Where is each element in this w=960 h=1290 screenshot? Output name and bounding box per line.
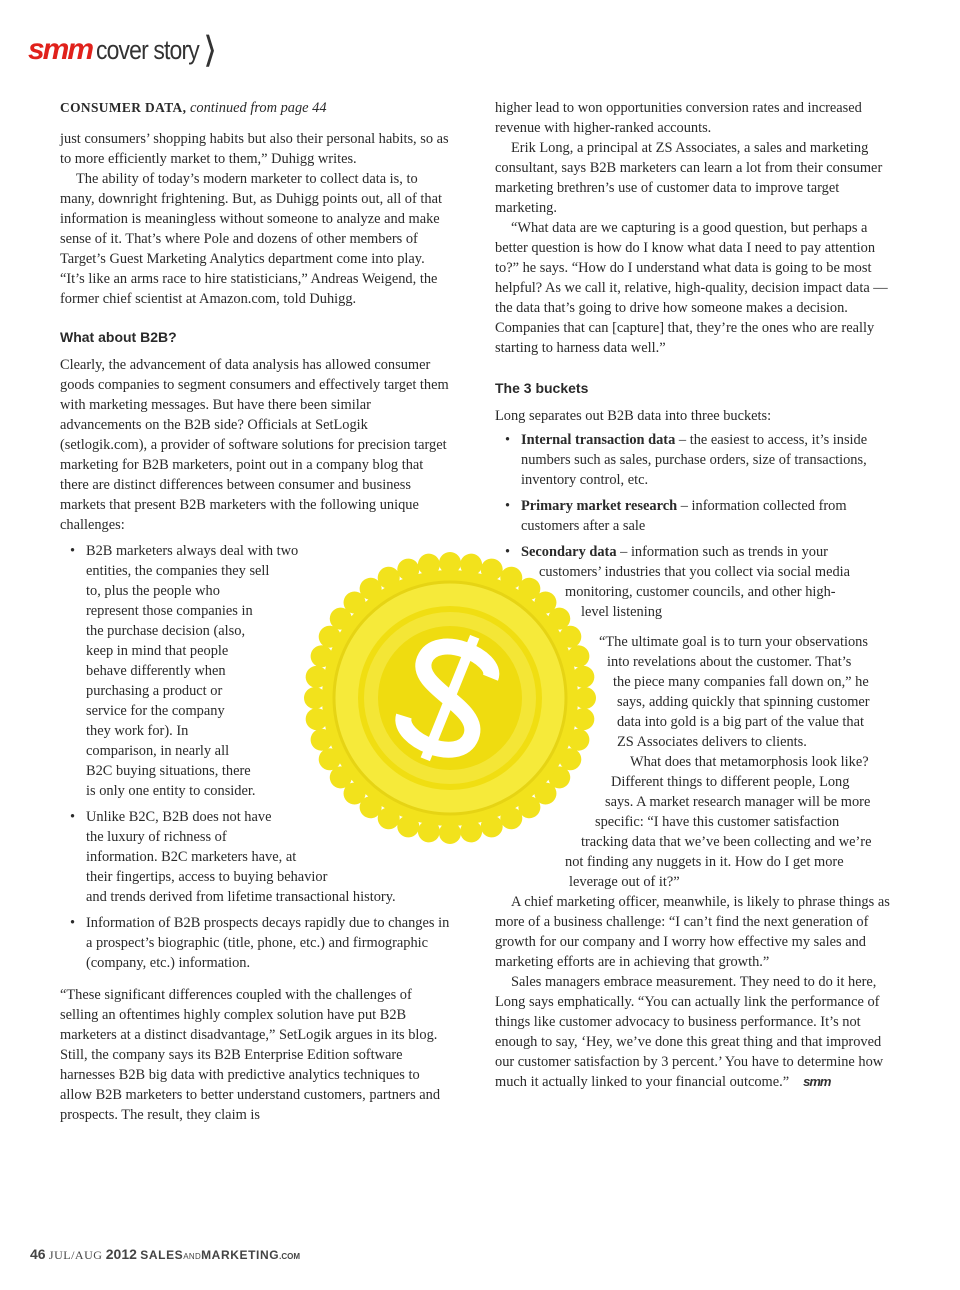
magazine-name-and: AND — [183, 1252, 202, 1261]
magazine-name-marketing: MARKETING — [201, 1248, 280, 1262]
text-line: data into gold is a big part of the value that — [617, 714, 864, 730]
text-line: tracking data that we’ve been collecting and we’re — [581, 834, 872, 850]
bucket-description: – information collected from customers after a sale — [521, 498, 847, 534]
bucket-name: Secondary data — [521, 544, 617, 560]
list-item — [495, 542, 901, 562]
text-line: purchasing a product or — [86, 683, 223, 699]
subheading: What about B2B? — [60, 329, 177, 345]
text-line: they work for). In — [86, 723, 189, 739]
text-line: B2C buying situations, there — [86, 763, 251, 779]
text-line: “The ultimate goal is to turn your observations — [599, 634, 868, 650]
paragraph: higher lead to won opportunities conversion rates and increased revenue with higher-ranked accounts. — [495, 100, 862, 136]
magazine-name-sales: SALES — [140, 1248, 184, 1262]
page-number: 46 — [30, 1246, 46, 1262]
text-line: What does that metamorphosis look like? — [630, 754, 869, 770]
continued-note: continued from page 44 — [189, 100, 327, 116]
text-line: comparison, in nearly all — [86, 743, 230, 759]
paragraph-text: Sales managers embrace measurement. They need to do it here, Long says emphatically. “You can actually link the performance of things like customer advocacy to business performance. It’s not enough to say, ‘Hey, we’ve done this great thing and that improved our customer satisfaction by 3 percent.’ You have to determine how much it actually linked to your financial outcome.” — [495, 974, 884, 1090]
text-line: customers’ industries that you collect via social media — [539, 564, 851, 580]
magazine-domain: .COM — [279, 1252, 301, 1261]
list-item — [495, 430, 901, 490]
bucket-description: – the easiest to access, it’s inside numbers such as sales, purchase orders, size of transactions, inventory control, etc. — [521, 432, 868, 488]
text-line: and trends derived from lifetime transactional history. — [86, 889, 396, 905]
paragraph: “These significant differences coupled with the challenges of selling an oftentimes highly complex solution have put B2B marketers at a distinct disadvantage,” SetLogik argues in its blog. Still, the company says its B2B Enterprise Edition software harnesses B2B big data with predictive analytics techniques to allow B2B marketers to better understand customers, partners and prospects. The result, they claim is — [60, 987, 441, 1123]
list-item — [495, 496, 901, 536]
text-line: service for the company — [86, 703, 225, 719]
paragraph: A chief marketing officer, meanwhile, is likely to phrase things as more of a business challenge: “I can’t find the next generation of growth for our company and I worry how effective my sales and marketing efforts are in achieving that growth.” — [495, 894, 890, 970]
list-item: • Information of B2B prospects decays rapidly due to changes in a prospect’s biographic (title, phone, etc.) and firmographic (company, etc.) information. — [60, 913, 452, 973]
bucket-name: Internal transaction data — [521, 432, 676, 448]
text-line: Different things to different people, Long — [611, 774, 850, 790]
chevron-right-icon: ⟩ — [203, 29, 218, 70]
text-line: the piece many companies fall down on,” he — [613, 674, 869, 690]
paragraph: Clearly, the advancement of data analysis has allowed consumer goods companies to segment consumers and effectively target them with marketing messages. But have there been similar advancements on the B2B side? Officials at SetLogik (setlogik.com), a provider of software solutions for precision target marketing for B2B marketers, point out in a company blog that there are distinct differences between consumer and business markets that present B2B marketers with the following unique challenges: — [60, 357, 449, 533]
paragraph: Erik Long, a principal at ZS Associates, a sales and marketing consultant, says B2B marketers can learn a lot from their consumer marketing brethren’s use of customer data to improve target marketing. — [495, 140, 883, 216]
text-line: to, plus the people who — [86, 583, 220, 599]
text-line: level listening — [581, 604, 663, 620]
text-line: leverage out of it?” — [569, 874, 680, 890]
continuation-line — [60, 98, 452, 118]
paragraph: just consumers’ shopping habits but also their personal habits, so as to more efficiently market to them,” Duhigg writes. — [60, 131, 449, 167]
paragraph — [495, 972, 901, 1092]
text-line: specific: “I have this customer satisfaction — [595, 814, 840, 830]
text-line: behave differently when — [86, 663, 226, 679]
bucket-description: – information such as trends in your — [616, 544, 828, 560]
text-line: keep in mind that people — [86, 643, 229, 659]
runin-head: CONSUMER DATA, — [60, 100, 187, 115]
page-footer — [30, 1246, 300, 1263]
wrapped-quote — [495, 632, 901, 892]
text-line: not finding any nuggets in it. How do I get more — [565, 854, 844, 870]
text-line: • B2B marketers always deal with two — [86, 543, 299, 559]
text-line: says, adding quickly that spinning customer — [617, 694, 870, 710]
paragraph: The ability of today’s modern marketer to collect data is, to many, downright frightening. But, as Duhigg points out, all of that information is meaningless without someone to analyze and make sense of it. That’s where Pole and dozens of other members of Target’s Guest Marketing Analytics department come into play. “It’s like an arms race to hire statisticians,” Andreas Weigend, the former chief scientist at Amazon.com, told Duhigg. — [60, 171, 442, 307]
text-line: says. A market research manager will be more — [605, 794, 871, 810]
end-mark-logo: smm — [803, 1074, 831, 1089]
bucket-name: Primary market research — [521, 498, 678, 514]
paragraph: Long separates out B2B data into three buckets: — [495, 408, 772, 424]
magazine-logo: smm — [28, 33, 93, 66]
subheading: The 3 buckets — [495, 380, 589, 396]
text-line: their fingertips, access to buying behavior — [86, 869, 328, 885]
section-name: cover story — [96, 34, 199, 65]
text-line: monitoring, customer councils, and other high- — [565, 584, 836, 600]
text-line: • Unlike B2C, B2B does not have — [86, 809, 272, 825]
text-line: the luxury of richness of — [86, 829, 227, 845]
issue-year: 2012 — [105, 1246, 137, 1262]
section-header — [28, 30, 217, 70]
issue-date: JUL/AUG — [48, 1248, 103, 1262]
paragraph: “What data are we capturing is a good question, but perhaps a better question is how do I know what data I need to pay attention to?” he says. “How do I understand what data is going to be most helpful? As we call it, relative, high-quality, decision impact data — the data that’s going to drive how someone makes a decision. Companies that can [capture] that, they’re the ones who are really starting to harness data well.” — [495, 220, 888, 356]
text-line: ZS Associates delivers to clients. — [617, 734, 807, 750]
bucket-continuation — [495, 562, 901, 622]
right-column — [495, 98, 901, 1092]
text-line: entities, the companies they sell — [86, 563, 270, 579]
text-line: information. B2C marketers have, at — [86, 849, 297, 865]
buckets-list — [495, 430, 901, 562]
text-line: is only one entity to consider. — [86, 783, 256, 799]
text-line: into revelations about the customer. That’s — [607, 654, 852, 670]
text-line: represent those companies in — [86, 603, 253, 619]
text-line: the purchase decision (also, — [86, 623, 246, 639]
